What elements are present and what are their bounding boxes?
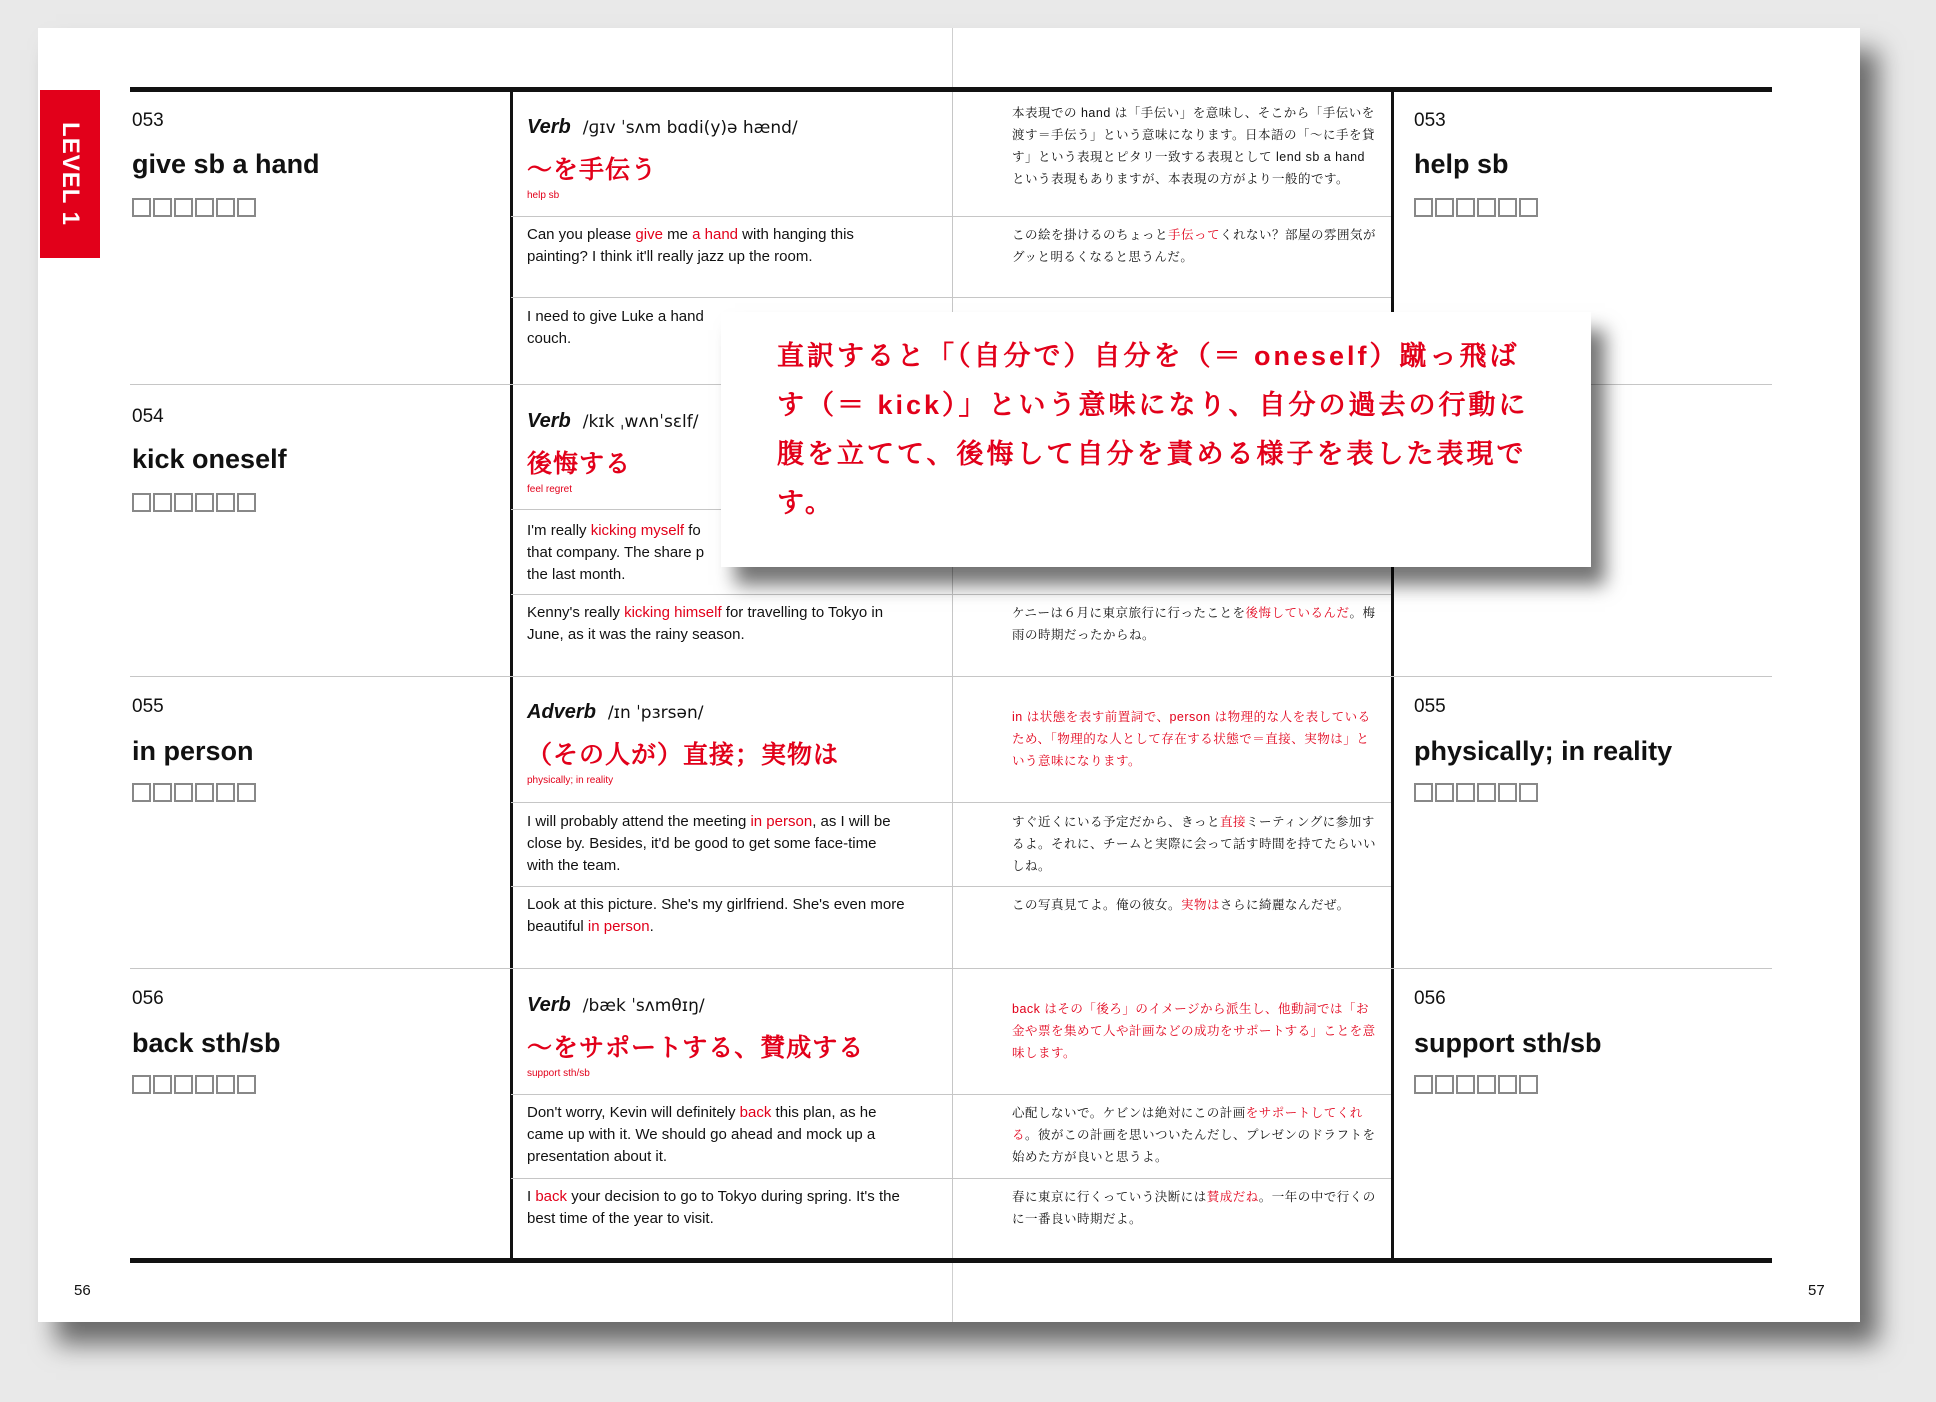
page-number-right: 57 bbox=[1808, 1282, 1825, 1299]
usage-note: back はその「後ろ」のイメージから派生し、他動詞では「お金や票を集めて人や計画などの成功をサポートする」ことを意味します。 bbox=[1012, 1002, 1376, 1060]
example-sentence: I'm really kicking myself fo that company. The share p the last month. bbox=[527, 522, 705, 583]
pos-label: Verb bbox=[527, 994, 571, 1016]
english-gloss: help sb bbox=[527, 190, 560, 201]
checkbox-group[interactable] bbox=[1414, 1075, 1540, 1094]
english-gloss: feel regret bbox=[527, 484, 573, 495]
entry-phrase: kick oneself bbox=[132, 444, 287, 474]
example-sentence: Don't worry, Kevin will definitely back this plan, as he came up with it. We should go ahead and mock up a presentation about it. bbox=[527, 1104, 877, 1165]
checkbox-group[interactable] bbox=[132, 198, 258, 217]
part-of-speech bbox=[527, 116, 798, 139]
japanese-meaning: 〜をサポートする、賛成する bbox=[527, 1034, 865, 1062]
row-separator bbox=[511, 886, 1391, 887]
example-translation: 春に東京に行くっていう決断には賛成だね。一年の中で行くのに一番良い時期だよ。 bbox=[1012, 1190, 1376, 1226]
row-separator bbox=[511, 1094, 1391, 1095]
entry-phrase: back sth/sb bbox=[132, 1028, 281, 1058]
japanese-meaning: 〜を手伝う bbox=[527, 156, 658, 184]
example-sentence: Kenny's really kicking himself for travelling to Tokyo in June, as it was the rainy season. bbox=[527, 604, 884, 643]
example-translation: この絵を掛けるのちょっと手伝ってくれない？部屋の雰囲気がグッと明るくなると思うんだ。 bbox=[1012, 228, 1377, 264]
entry-number: 053 bbox=[132, 110, 164, 131]
entry-number: 056 bbox=[132, 988, 164, 1009]
level-tab bbox=[40, 90, 100, 258]
japanese-meaning: 後悔する bbox=[527, 450, 632, 478]
entry-number-right: 055 bbox=[1414, 696, 1446, 717]
part-of-speech bbox=[527, 410, 698, 433]
english-gloss: support sth/sb bbox=[527, 1068, 590, 1079]
entry-number-right: 056 bbox=[1414, 988, 1446, 1009]
row-separator bbox=[511, 297, 1391, 298]
checkbox-group[interactable] bbox=[132, 783, 258, 802]
example-sentence: I back your decision to go to Tokyo during spring. It's the best time of the year to visit. bbox=[527, 1188, 900, 1227]
example-translation: 心配しないで。ケビンは絶対にこの計画をサポートしてくれる。彼がこの計画を思いついたんだし、プレゼンのドラフトを始めた方が良いと思うよ。 bbox=[1012, 1106, 1376, 1164]
synonym-phrase: physically; in reality bbox=[1414, 736, 1673, 766]
entry-row-056 bbox=[130, 968, 1772, 1258]
bottom-rule bbox=[130, 1258, 1772, 1263]
example-sentence: Can you please give me a hand with hanging this painting? I think it'll really jazz up the room. bbox=[527, 226, 854, 265]
row-separator bbox=[511, 216, 1391, 217]
entry-number: 055 bbox=[132, 696, 164, 717]
part-of-speech bbox=[527, 994, 705, 1017]
ipa: /kɪk ˌwʌnˈsɛlf/ bbox=[582, 412, 699, 432]
entry-number: 054 bbox=[132, 406, 164, 427]
english-gloss: physically; in reality bbox=[527, 775, 614, 786]
page-number-left: 56 bbox=[74, 1282, 91, 1299]
entry-separator bbox=[130, 968, 1772, 969]
pos-label: Verb bbox=[527, 116, 571, 138]
checkbox-group[interactable] bbox=[132, 493, 258, 512]
explanation-popup bbox=[721, 312, 1591, 567]
pos-label: Verb bbox=[527, 410, 571, 432]
example-translation: すぐ近くにいる予定だから、きっと直接ミーティングに参加するよ。それに、チームと実際に会って話す時間を持てたらいいしね。 bbox=[1012, 815, 1377, 873]
synonym-phrase: help sb bbox=[1414, 149, 1509, 179]
example-sentence: I need to give Luke a hand couch. bbox=[527, 308, 704, 347]
row-separator bbox=[511, 1178, 1391, 1179]
entry-phrase: give sb a hand bbox=[132, 149, 320, 179]
entry-row-055 bbox=[130, 676, 1772, 970]
japanese-meaning: （その人が）直接；実物は bbox=[527, 741, 840, 769]
ipa: /ɪn ˈpɜrsən/ bbox=[607, 703, 704, 723]
usage-note: in は状態を表す前置詞で、person は物理的な人を表しているため、「物理的な人として存在する状態で＝直接、実物は」という意味になります。 bbox=[1012, 710, 1371, 768]
example-sentence: I will probably attend the meeting in person, as I will be close by. Besides, it'd be good to get some face-time with the team. bbox=[527, 813, 891, 874]
checkbox-group[interactable] bbox=[1414, 198, 1540, 217]
ipa: /bæk ˈsʌmθɪŋ/ bbox=[582, 996, 705, 1016]
row-separator bbox=[511, 594, 1391, 595]
pos-label: Adverb bbox=[527, 701, 596, 723]
entry-number-right: 053 bbox=[1414, 110, 1446, 131]
synonym-phrase: support sth/sb bbox=[1414, 1028, 1602, 1058]
part-of-speech bbox=[527, 701, 703, 724]
checkbox-group[interactable] bbox=[1414, 783, 1540, 802]
usage-note: 本表現での hand は「手伝い」を意味し、そこから「手伝いを渡す＝手伝う」という意味になります。日本語の「〜に手を貸す」という表現とピタリ一致する表現として lend sb a hand という表現もありますが、本表現の方がより一般的です。 bbox=[1012, 106, 1376, 186]
example-translation: ケニーは６月に東京旅行に行ったことを後悔しているんだ。梅雨の時期だったからね。 bbox=[1012, 606, 1376, 642]
entry-separator bbox=[130, 676, 1772, 677]
entry-phrase: in person bbox=[132, 736, 254, 766]
example-sentence: Look at this picture. She's my girlfriend. She's even more beautiful in person. bbox=[527, 896, 905, 935]
checkbox-group[interactable] bbox=[132, 1075, 258, 1094]
popup-text: 直訳すると「（自分で）自分を（＝ oneself）蹴っ飛ばす（＝ kick）」という意味になり、自分の過去の行動に腹を立てて、後悔して自分を責める様子を表した表現です。 bbox=[777, 341, 1529, 518]
row-separator bbox=[511, 802, 1391, 803]
example-translation: この写真見てよ。俺の彼女。実物はさらに綺麗なんだぜ。 bbox=[1012, 898, 1350, 912]
ipa: /ɡɪv ˈsʌm bɑdi(y)ə hænd/ bbox=[582, 118, 798, 138]
level-tab-label: LEVEL 1 bbox=[57, 122, 84, 226]
